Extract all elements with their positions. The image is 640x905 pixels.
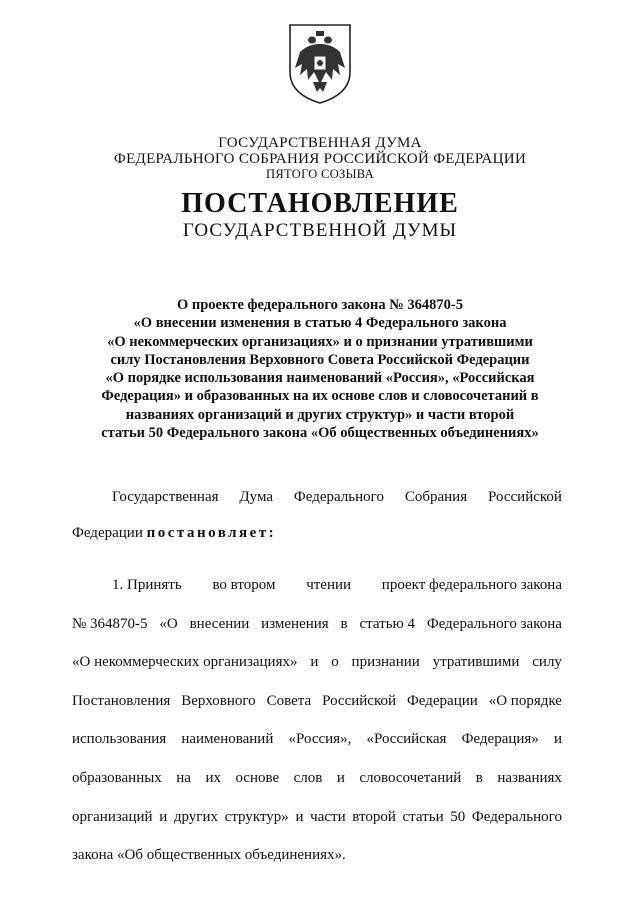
clause-line [72,847,562,864]
word: признании [351,654,420,671]
clause-line [72,770,562,787]
heading-line: названиях организаций и других структур» и части второй [125,406,515,423]
word: основе [235,770,280,786]
word: № 364870-5 [72,615,148,632]
preamble-line [72,525,562,542]
word: Совета [266,692,312,709]
word: Дума [239,489,274,505]
word: второй [352,808,396,825]
coat-of-arms-icon [287,22,353,106]
word: Федерального [293,489,384,505]
word: утратившими [432,654,520,671]
heading-line: Федерация» и образованных на их основе слов и словосочетаний в [101,388,539,405]
word: и [553,731,562,748]
word: «О порядке [488,692,562,709]
word: «О [159,615,178,632]
word: на [176,770,191,786]
word: структур» [224,808,289,825]
word: Постановления [72,692,171,709]
word: «Российская [366,731,447,748]
heading-line: статьи 50 Федерального закона «Об общественных объединениях» [101,425,539,442]
word: использования [72,731,167,748]
word: Государственная [112,489,219,505]
convocation: ПЯТОГО СОЗЫВА [266,167,374,181]
heading-line: «О некоммерческих организациях» и о признании утратившими [107,333,533,350]
word: во втором [212,577,276,593]
word: о [331,654,339,671]
clause-line [72,577,562,594]
word: и [295,808,304,825]
word: Федерального [471,808,562,825]
word: их [205,770,221,786]
word: 50 [450,808,466,825]
word: статью 4 [359,615,416,632]
clause-line [72,693,562,710]
word: проект федерального закона [381,577,562,593]
word: Верховного [181,692,256,709]
clause-line [72,654,562,671]
word: Федерального закона [426,615,562,632]
clause-line [72,731,562,748]
word: изменения [261,615,329,632]
document-type-title: ПОСТАНОВЛЕНИЕ [181,188,459,219]
heading-line: «О внесении изменения в статью 4 Федерального закона [133,315,507,332]
word: Федерации [406,692,478,709]
preamble-line [72,489,562,506]
word: Федерации [72,525,143,541]
document-subtitle: ГОСУДАРСТВЕННОЙ ДУМЫ [182,220,458,241]
word: в [340,615,348,632]
word: «О некоммерческих организациях» [72,654,298,671]
clause-line [72,616,562,633]
resolution-heading [60,296,580,442]
word: наименований [181,731,274,748]
heading-line: О проекте федерального закона № 364870-5 [176,297,464,313]
word: 1. Принять [112,577,182,593]
word: статьи [402,808,444,825]
word: словосочетаний [359,770,462,786]
clause-line [72,809,562,826]
org-name-line1: ГОСУДАРСТВЕННАЯ ДУМА [218,135,422,151]
word: Российской [488,489,562,505]
word: других [173,808,218,825]
word: чтении [306,577,352,593]
word: и [336,770,345,786]
word: «Россия», [288,731,352,748]
word: части [310,808,346,825]
resolves-word: постановляет: [146,525,277,541]
org-name-line2: ФЕДЕРАЛЬНОГО СОБРАНИЯ РОССИЙСКОЙ ФЕДЕРАЦИИ [113,151,527,167]
word: и [159,808,168,825]
word: образованных [72,770,162,786]
word: в [475,770,483,786]
word: организаций [72,808,153,825]
word: Собрания [404,489,468,505]
word: закона «Об общественных объединениях». [72,847,346,864]
heading-line: «О порядке использования наименований «Россия», «Российская [105,370,535,387]
word: внесении [189,615,250,632]
word: Федерация» [461,731,539,748]
word: Российской [322,692,397,709]
heading-line: силу Постановления Верховного Совета Российской Федерации [110,351,530,368]
word: силу [532,654,562,671]
word: слов [293,770,323,786]
word: названиях [497,770,562,786]
word: и [310,654,319,671]
